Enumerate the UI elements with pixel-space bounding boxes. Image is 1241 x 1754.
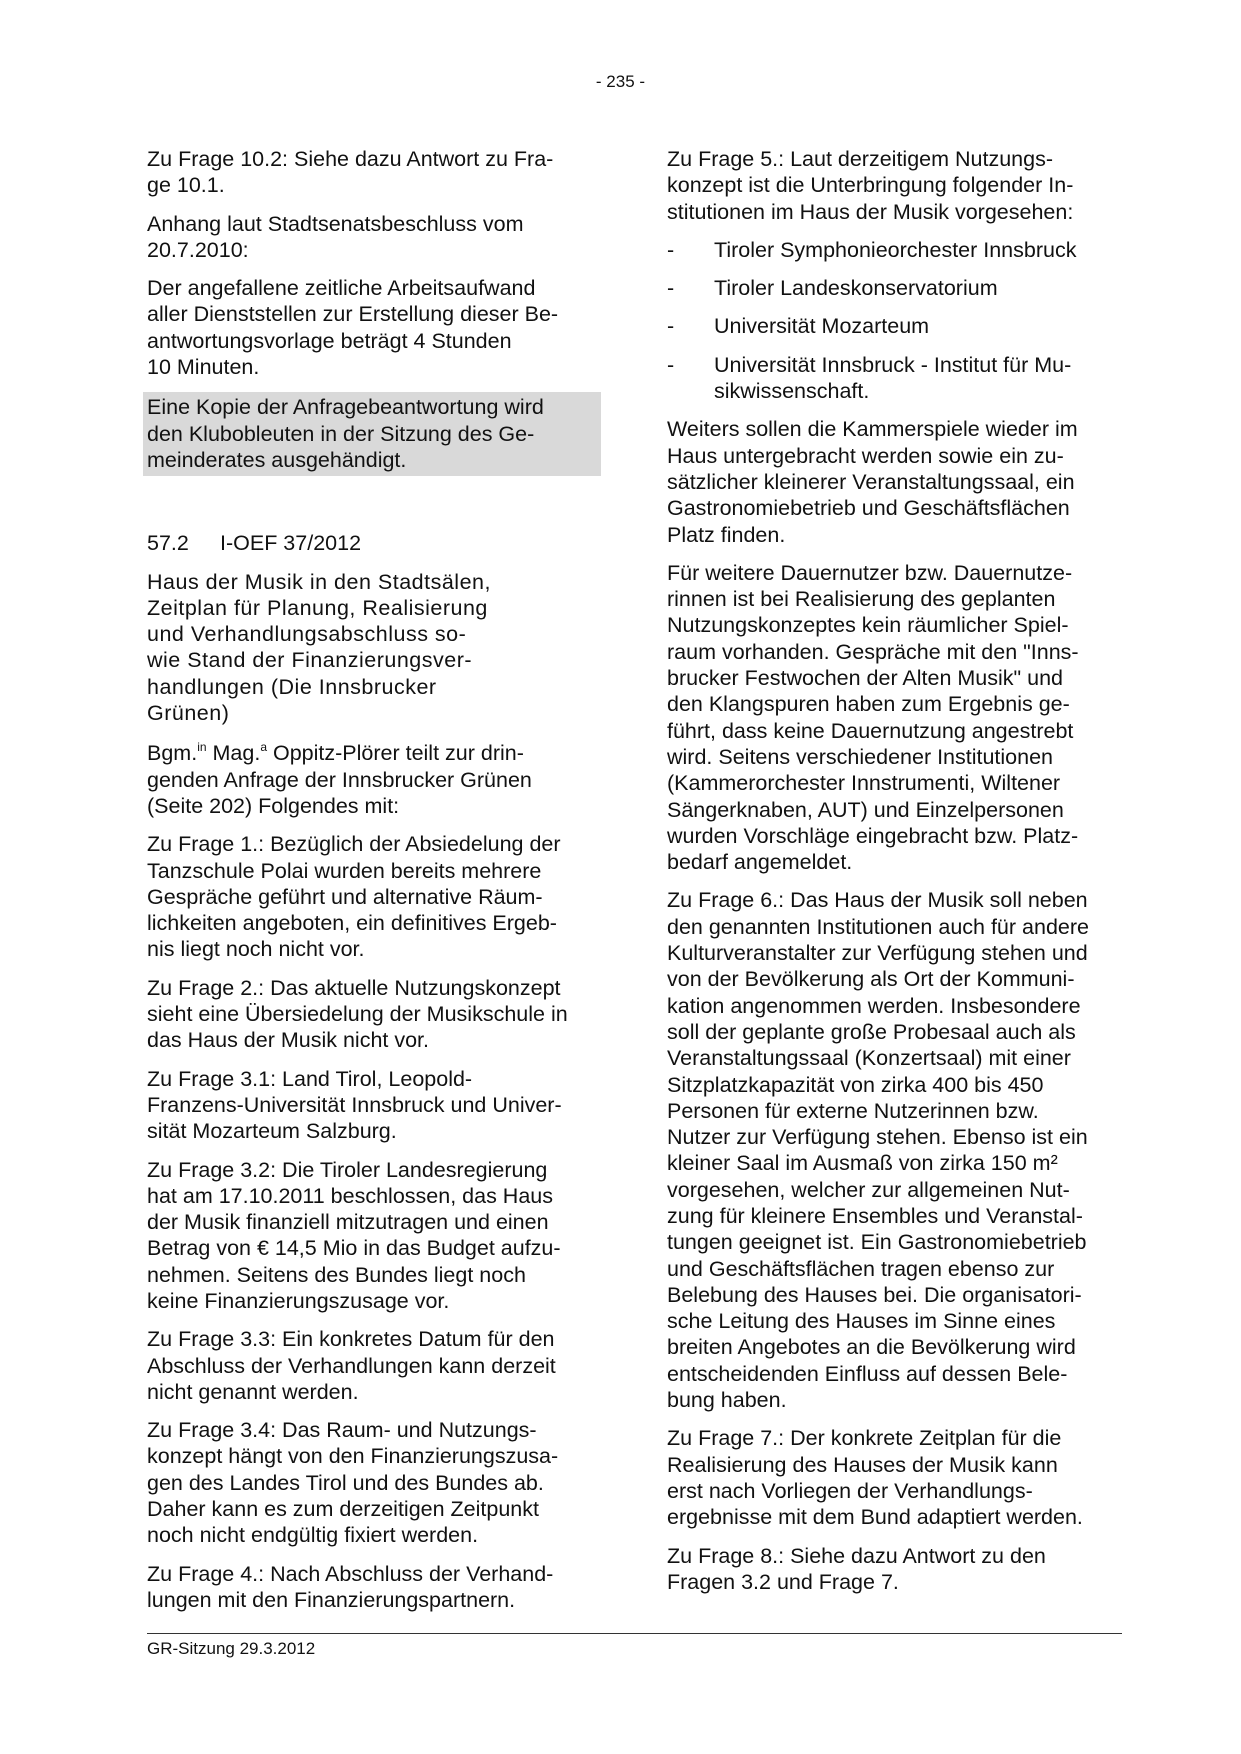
answer-10-2: Zu Frage 10.2: Siehe dazu Antwort zu Fra- ge 10.1.: [147, 147, 554, 198]
superscript-a: a: [260, 740, 267, 755]
appendix-note: Anhang laut Stadtsenatsbeschluss vom 20.7.2010:: [147, 211, 524, 262]
agenda-item-number: 57.2: [147, 531, 189, 556]
list-item: - Tiroler Symphonieorchester Innsbruck: [667, 237, 1077, 262]
agenda-item-heading: [147, 530, 601, 556]
answer-8: Zu Frage 8.: Siehe dazu Antwort zu den Fragen 3.2 und Frage 7.: [667, 1543, 1046, 1594]
dash-bullet: -: [667, 237, 675, 262]
answer-3-2: Zu Frage 3.2: Die Tiroler Landesregierung hat am 17.10.2011 beschlossen, das Haus der Musik finanziell mitzutragen und einen Betrag von € 14,5 Mio in das Budget aufzu- nehmen. Seitens des Bundes liegt noch keine Finanzierungszusage vor.: [147, 1157, 561, 1313]
right-column: [667, 146, 1122, 1607]
agenda-item-code: I-OEF 37/2012: [220, 531, 362, 556]
answer-3-1: Zu Frage 3.1: Land Tirol, Leopold- Franzens-Universität Innsbruck und Univer- sität Mozarteum Salzburg.: [147, 1066, 562, 1144]
answer-7: Zu Frage 7.: Der konkrete Zeitplan für die Realisierung des Hauses der Musik kann erst nach Vorliegen der Verhandlungs- ergebnisse mit dem Bund adaptiert werden.: [667, 1426, 1083, 1530]
dash-bullet: -: [667, 276, 675, 301]
institution-list: [667, 237, 1122, 404]
dash-bullet: -: [667, 314, 675, 339]
answer-3-4: Zu Frage 3.4: Das Raum- und Nutzungs- konzept hängt von den Finanzierungszusa- gen des Landes Tirol und des Bundes ab. Daher kann es zum derzeitigen Zeitpunkt noch nicht endgültig fixiert werden.: [147, 1418, 559, 1548]
agenda-item-title: Haus der Musik in den Stadtsälen, Zeitplan für Planung, Realisierung und Verhandlungsabschluss so- wie Stand der Finanzierungsver- handlungen (Die Innsbrucker Grünen): [147, 569, 491, 726]
kammerspiele-paragraph: Weiters sollen die Kammerspiele wieder im Haus untergebracht werden sowie ein zu- sätzlicher kleinerer Veranstaltungssaal, ein Gastronomiebetrieb und Geschäftsflächen Platz finden.: [667, 417, 1078, 547]
answer-2: Zu Frage 2.: Das aktuelle Nutzungskonzept sieht eine Übersiedelung der Musikschule in das Haus der Musik nicht vor.: [147, 975, 568, 1053]
page-number: - 235 -: [595, 72, 646, 91]
mayor-intro: Bgm.$^{in}$ Mag.$^a$ Oppitz-Plörer teilt zur drin- genden Anfrage der Innsbrucker Grünen (Seite 202) Folgendes mit:: [147, 740, 532, 818]
list-item: - Tiroler Landeskonservatorium: [667, 276, 998, 301]
permanent-users-paragraph: Für weitere Dauernutzer bzw. Dauernutze- rinnen ist bei Realisierung des geplanten Nutzungskonzeptes kein räumlicher Spiel- raum vorhanden. Gespräche mit den "Inns- brucker Festwochen der Alten Musik" und den Klangspuren haben zum Ergebnis ge- führt, dass keine Dauernutzung angestrebt wird. Seitens verschiedener Institutionen (Kammerorchester Innstrumenti, Wiltener Sängerknaben, AUT) und Einzelpersonen wurden Vorschläge eingebracht bzw. Platz- bedarf angemeldet.: [667, 560, 1079, 875]
footer-session-date: GR-Sitzung 29.3.2012: [147, 1639, 316, 1658]
answer-1: Zu Frage 1.: Bezüglich der Absiedelung der Tanzschule Polai wurden bereits mehrere Gespräche geführt und alternative Räum- lichkeiten angeboten, ein definitives Ergeb- nis liegt noch nicht vor.: [147, 832, 561, 962]
answer-3-3: Zu Frage 3.3: Ein konkretes Datum für den Abschluss der Verhandlungen kann derzeit nicht genannt werden.: [147, 1327, 556, 1404]
list-item: - Universität Innsbruck - Institut für Mu- sikwissenschaft.: [667, 352, 1072, 404]
list-item: - Universität Mozarteum: [667, 314, 930, 339]
footer-divider: [147, 1633, 1122, 1634]
answer-5: Zu Frage 5.: Laut derzeitigem Nutzungs- konzept ist die Unterbringung folgender In- stitutionen im Haus der Musik vorgesehen:: [667, 147, 1074, 224]
effort-note: Der angefallene zeitliche Arbeitsaufwand aller Dienststellen zur Erstellung dieser Be- antwortungsvorlage beträgt 4 Stunden 10 Minuten.: [147, 276, 559, 380]
left-column: [147, 146, 601, 1625]
superscript-in: in: [197, 740, 207, 755]
highlighted-copy-note: Eine Kopie der Anfragebeantwortung wird den Klubobleuten in der Sitzung des Ge- meinderates ausgehändigt.: [143, 392, 601, 476]
answer-4: Zu Frage 4.: Nach Abschluss der Verhand- lungen mit den Finanzierungspartnern.: [147, 1561, 554, 1612]
dash-bullet: -: [667, 352, 675, 377]
answer-6: Zu Frage 6.: Das Haus der Musik soll neben den genannten Institutionen auch für andere Kulturveranstalter zur Verfügung stehen und von der Bevölkerung als Ort der Kommuni- kation angenommen werden. Insbesondere soll der geplante große Probesaal auch als Veranstaltungssaal (Konzertsaal) mit einer Sitzplatzkapazität von zirka 400 bis 450 Personen für externe Nutzerinnen bzw. Nutzer zur Verfügung stehen. Ebenso ist ein kleiner Saal im Ausmaß von zirka 150 m² vorgesehen, welcher zur allgemeinen Nut- zung für kleinere Ensembles und Veranstal- tungen geeignet ist. Ein Gastronomiebetrieb und Geschäftsflächen tragen ebenso zur Belebung des Hauses bei. Die organisatori- sche Leitung des Hauses im Sinne eines breiten Angebotes an die Bevölkerung wird entscheidenden Einfluss auf dessen Bele- bung haben.: [667, 888, 1089, 1413]
